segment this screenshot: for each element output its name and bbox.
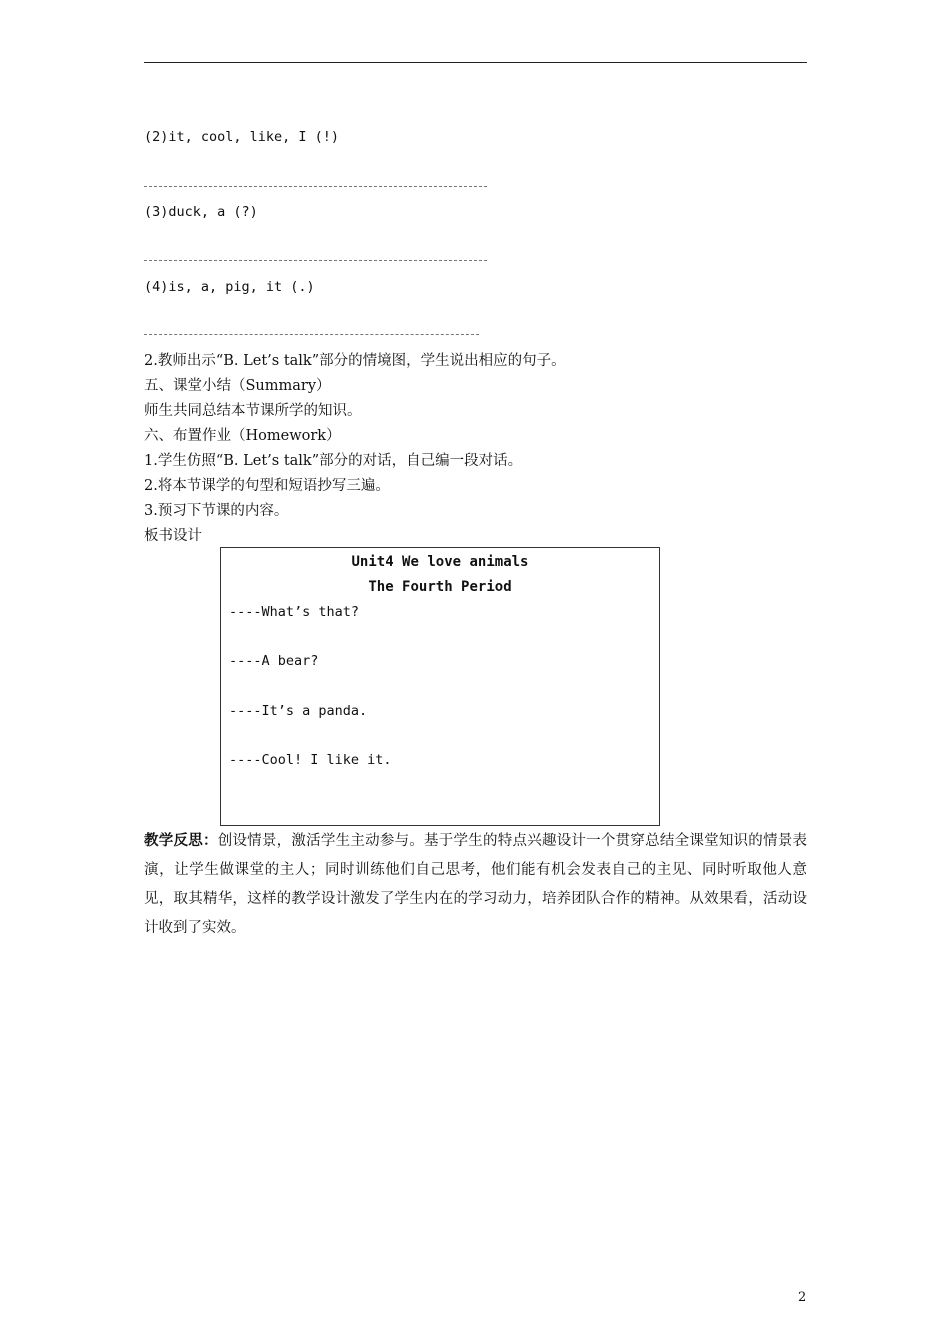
homework-item-2: 2.将本节课学的句型和短语抄写三遍。 bbox=[144, 478, 390, 494]
answer-line-2 bbox=[144, 186, 487, 187]
board-title: Unit4 We love animals bbox=[351, 554, 529, 570]
exercise-3: (3)duck, a (?) bbox=[144, 204, 258, 220]
answer-line-3 bbox=[144, 260, 487, 261]
board-line-4: ----Cool! I like it. bbox=[229, 752, 392, 768]
page-number: 2 bbox=[798, 1290, 807, 1305]
board-subtitle: The Fourth Period bbox=[368, 579, 512, 595]
reflection-label: 教学反思： bbox=[144, 832, 218, 849]
homework-item-1: 1.学生仿照“B. Let’s talk”部分的对话，自己编一段对话。 bbox=[144, 453, 523, 469]
homework-item-3: 3.预习下节课的内容。 bbox=[144, 503, 289, 519]
board-line-2: ----A bear? bbox=[229, 653, 319, 669]
board-design-heading: 板书设计 bbox=[144, 528, 202, 544]
header-rule bbox=[144, 62, 807, 63]
reflection-text: 创设情景，激活学生主动参与。基于学生的特点兴趣设计一个贯穿总结全课堂知识的情景表演，让学生做课堂的主人；同时训练他们自己思考，他们能有机会发表自己的主见、同时听取他人意见，取其精华，这样的教学设计激发了学生内在的学习动力，培养团队合作的精神。从效果看，活动设计收到了实效。 bbox=[144, 833, 808, 936]
teaching-reflection bbox=[144, 826, 807, 943]
exercise-2: (2)it, cool, like, I (!) bbox=[144, 129, 340, 145]
exercise-4: (4)is, a, pig, it (.) bbox=[144, 279, 315, 295]
board-line-3: ----It’s a panda. bbox=[229, 703, 368, 719]
board-line-1: ----What’s that? bbox=[229, 604, 360, 620]
step-2-text: 2.教师出示“B. Let’s talk”部分的情境图，学生说出相应的句子。 bbox=[144, 353, 566, 369]
homework-heading: 六、布置作业（Homework） bbox=[144, 428, 341, 444]
summary-heading: 五、课堂小结（Summary） bbox=[144, 378, 331, 394]
summary-text: 师生共同总结本节课所学的知识。 bbox=[144, 403, 362, 419]
blackboard-design-box bbox=[220, 547, 660, 826]
answer-line-4 bbox=[144, 334, 479, 335]
